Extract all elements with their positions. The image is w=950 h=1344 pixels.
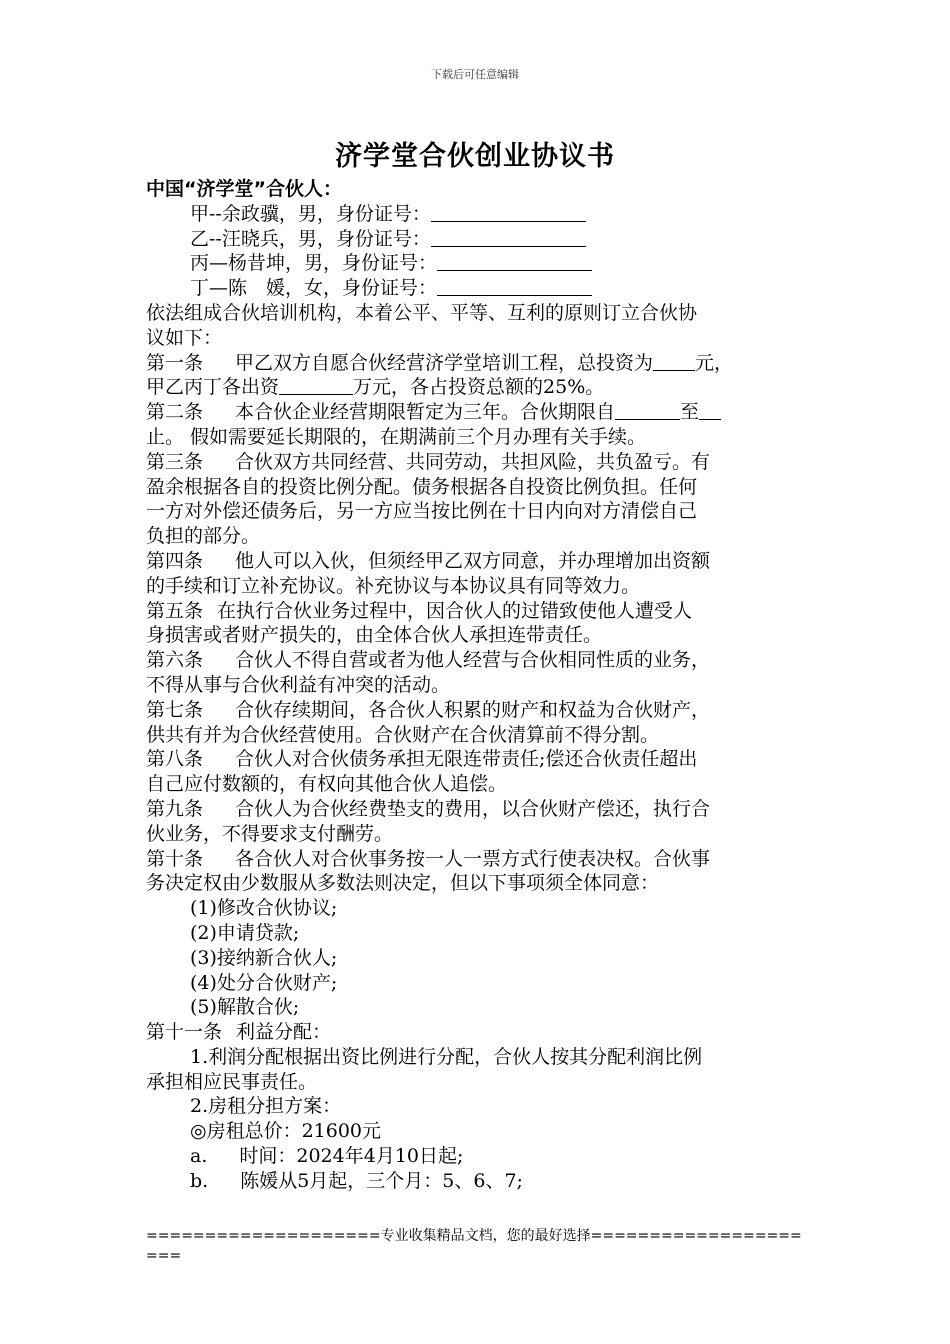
end-date-blank — [699, 400, 721, 420]
article-2-text: 至 — [680, 401, 700, 424]
id-number-blank — [437, 276, 592, 296]
article-1-text: 甲乙丙丁各出资 — [146, 376, 280, 399]
article-9-title: 第九条 — [146, 797, 204, 820]
document-body — [146, 177, 811, 1194]
article-8-line — [146, 747, 811, 772]
article-4-title: 第四条 — [146, 549, 204, 572]
article-1-text: 元， — [695, 351, 734, 374]
article-6-text: 合伙人不得自营或者为他人经营与合伙相同性质的业务， — [235, 649, 711, 672]
article-3-line: 负担的部分。 — [146, 525, 261, 548]
list-item: (3)接纳新合伙人; — [190, 946, 338, 969]
rent-item-label: b. — [190, 1169, 209, 1192]
partner-line — [146, 202, 811, 227]
intro-line: 议如下： — [146, 326, 223, 349]
start-date-blank — [615, 400, 680, 420]
article-3-line — [146, 450, 811, 475]
article-11-line: 2.房租分担方案： — [190, 1095, 342, 1118]
article-7-line — [146, 698, 811, 723]
article-2-title: 第二条 — [146, 401, 204, 424]
article-6-line: 不得从事与合伙利益有冲突的活动。 — [146, 673, 451, 696]
article-10-line: 务决定权由少数服从多数法则决定，但以下事项须全体同意： — [146, 872, 660, 895]
list-item: (1)修改合伙协议; — [190, 897, 338, 920]
article-11-line: 承担相应民事责任。 — [146, 1070, 318, 1093]
article-5-text: 在执行合伙业务过程中，因合伙人的过错致使他人遭受人 — [217, 599, 693, 622]
article-4-line — [146, 549, 811, 574]
article-8-title: 第八条 — [146, 748, 204, 771]
id-number-blank — [431, 202, 586, 222]
rent-item-text: 时间：2024年4月10日起; — [239, 1145, 464, 1168]
total-investment-blank — [653, 351, 695, 371]
footer-banner: ====================专业收集精品文档，您的最好选择===================== — [146, 1228, 802, 1264]
article-11-line — [146, 1020, 811, 1045]
article-2-text: 本合伙企业经营期限暂定为三年。合伙期限自 — [235, 401, 616, 424]
article-8-line: 自己应付数额的，有权向其他合伙人追偿。 — [146, 773, 508, 796]
list-item: (2)申请贷款; — [190, 921, 300, 944]
article-9-line: 伙业务，不得要求支付酬劳。 — [146, 822, 394, 845]
partner-line — [146, 251, 811, 276]
article-10-title: 第十条 — [146, 847, 204, 870]
article-11-title: 第十一条 — [146, 1021, 223, 1044]
article-10-text: 各合伙人对合伙事务按一人一票方式行使表决权。合伙事 — [235, 847, 711, 870]
article-1-line — [146, 375, 811, 400]
article-8-text: 合伙人对合伙债务承担无限连带责任;偿还合伙责任超出 — [235, 748, 698, 771]
article-9-text: 合伙人为合伙经费垫支的费用，以合伙财产偿还，执行合 — [235, 797, 711, 820]
rent-item-a — [146, 1144, 811, 1169]
intro-line: 依法组成合伙培训机构，本着公平、平等、互利的原则订立合伙协 — [146, 301, 698, 324]
article-1-title: 第一条 — [146, 351, 204, 374]
article-4-line: 的手续和订立补充协议。补充协议与本协议具有同等效力。 — [146, 574, 641, 597]
partner-line — [146, 227, 811, 252]
article-7-text: 合伙存续期间，各合伙人积累的财产和权益为合伙财产， — [235, 698, 711, 721]
article-2-line: 止。 假如需要延长期限的，在期满前三个月办理有关手续。 — [146, 425, 647, 448]
header-note: 下载后可任意编辑 — [431, 68, 519, 81]
article-5-line: 身损害或者财产损失的，由全体合伙人承担连带责任。 — [146, 624, 603, 647]
article-3-text: 合伙双方共同经营、共同劳动，共担风险，共负盈亏。有 — [235, 450, 711, 473]
article-5-line — [146, 599, 811, 624]
partner-label: 甲--余政骥，男，身份证号： — [190, 202, 431, 225]
partner-label: 丁—陈 媛，女，身份证号： — [190, 277, 438, 300]
rent-item-text: 陈媛从5月起，三个月：5、6、7; — [240, 1169, 523, 1192]
id-number-blank — [437, 251, 592, 271]
rent-total: ◎房租总价：21600元 — [190, 1120, 382, 1143]
article-3-line: 一方对外偿还债务后，另一方应当按比例在十日内向对方清偿自己 — [146, 500, 698, 523]
article-9-line — [146, 797, 811, 822]
article-6-title: 第六条 — [146, 649, 204, 672]
contribution-blank — [279, 375, 353, 395]
partner-label: 乙--汪晓兵，男，身份证号： — [190, 227, 431, 250]
partners-heading: 中国“济学堂”合伙人： — [146, 178, 342, 200]
article-1-line — [146, 351, 811, 376]
article-10-line — [146, 847, 811, 872]
article-5-title: 第五条 — [146, 599, 204, 622]
rent-item-b — [146, 1169, 811, 1194]
article-7-line: 供共有并为合伙经营使用。合伙财产在合伙清算前不得分割。 — [146, 723, 660, 746]
article-1-text: 甲乙双方自愿合伙经营济学堂培训工程，总投资为 — [235, 351, 654, 374]
article-6-line — [146, 648, 811, 673]
article-3-title: 第三条 — [146, 450, 204, 473]
list-item: (4)处分合伙财产; — [190, 971, 338, 994]
article-11-line: 1.利润分配根据出资比例进行分配，合伙人按其分配利润比例 — [190, 1045, 703, 1068]
article-7-title: 第七条 — [146, 698, 204, 721]
article-1-text: 万元，各占投资总额的25%。 — [353, 376, 605, 399]
article-3-line: 盈余根据各自的投资比例分配。债务根据各自投资比例负担。任何 — [146, 475, 698, 498]
list-item: (5)解散合伙; — [190, 996, 300, 1019]
article-2-line — [146, 400, 811, 425]
partner-line — [146, 276, 811, 301]
partner-label: 丙—杨昔坤，男，身份证号： — [190, 252, 438, 275]
id-number-blank — [431, 227, 586, 247]
rent-item-label: a. — [190, 1145, 208, 1168]
article-11-heading: 利益分配： — [236, 1021, 332, 1044]
article-4-text: 他人可以入伙，但须经甲乙双方同意，并办理增加出资额 — [235, 549, 711, 572]
document-title: 济学堂合伙创业协议书 — [335, 141, 615, 172]
